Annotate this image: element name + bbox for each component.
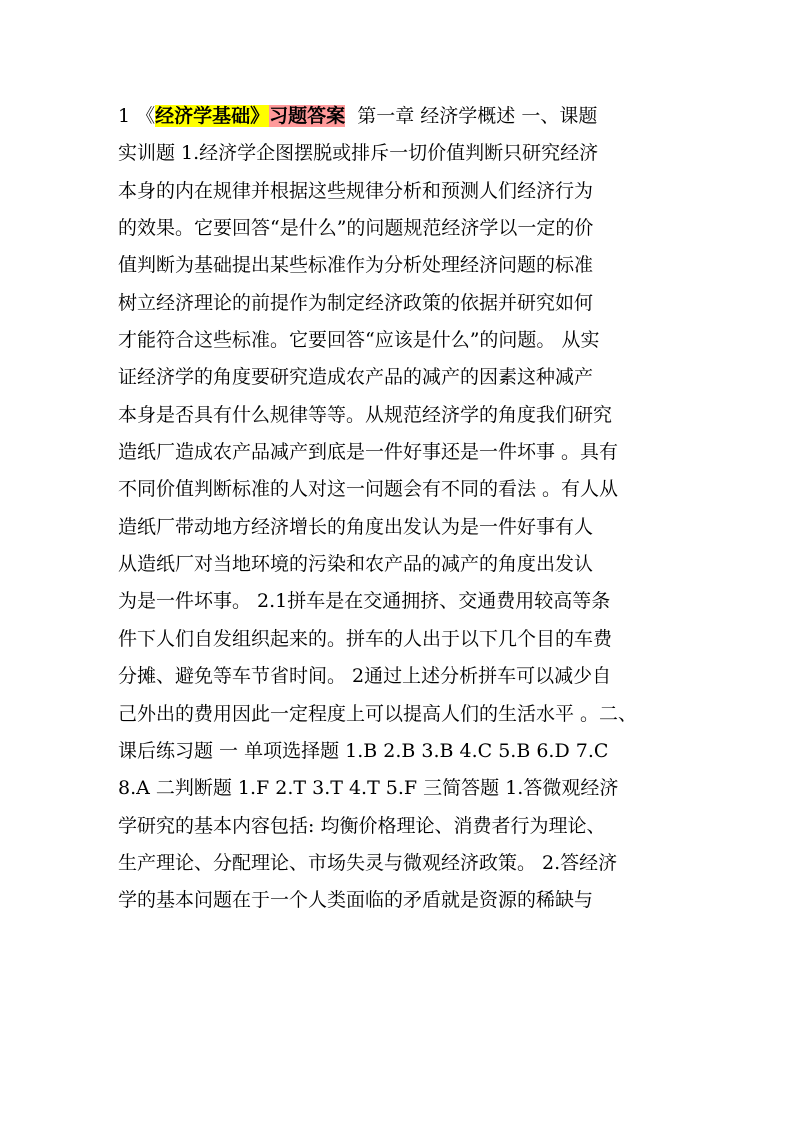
title-prefix: 1 《 <box>118 105 156 127</box>
text-line: 分摊、避免等车节省时间。 2通过上述分析拼车可以减少自 <box>118 665 612 688</box>
text-line: 己外出的费用因此一定程度上可以提高人们的生活水平 。二、 <box>118 702 638 725</box>
text-line: 本身是否具有什么规律等等。从规范经济学的角度我们研究 <box>118 403 613 426</box>
text-line: 从造纸厂对当地环境的污染和农产品的减产的角度出发认 <box>118 553 594 576</box>
text-line: 不同价值判断标准的人对这一问题会有不同的看法 。有人从 <box>118 478 619 501</box>
text-line: 8.A 二判断题 1.F 2.T 3.T 4.T 5.F 三简答题 1.答微观经济 <box>118 777 619 800</box>
text-line: 本身的内在规律并根据这些规律分析和预测人们经济行为 <box>118 179 594 202</box>
text-line: 才能符合这些标准。它要回答“应该是什么”的问题。 从实 <box>118 329 600 352</box>
text-line: 生产理论、分配理论、市场失灵与微观经济政策。 2.答经济 <box>118 851 618 874</box>
text-line: 造纸厂带动地方经济增长的角度出发认为是一件好事有人 <box>118 515 594 538</box>
text-line: 的效果。它要回答“是什么”的问题规范经济学以一定的价 <box>118 217 594 240</box>
document-body <box>118 98 678 920</box>
book-title-highlight: 经济学基础》 <box>155 105 270 127</box>
text-line: 学研究的基本内容包括: 均衡价格理论、消费者行为理论、 <box>118 814 606 837</box>
text-line: 造纸厂造成农产品减产到底是一件好事还是一件坏事 。具有 <box>118 441 619 464</box>
text-line: 树立经济理论的前提作为制定经济政策的依据并研究如何 <box>118 291 594 314</box>
text-line: 证经济学的角度要研究造成农产品的减产的因素这种减产 <box>118 366 594 389</box>
answer-key-highlight: 习题答案 <box>269 105 346 127</box>
text-line: 课后练习题 一 单项选择题 1.B 2.B 3.B 4.C 5.B 6.D 7.C <box>118 739 609 762</box>
text-line: 为是一件坏事。 2.1拼车是在交通拥挤、交通费用较高等条 <box>118 590 611 613</box>
title-rest: 第一章 经济学概述 一、课题 <box>345 105 598 127</box>
text-line: 值判断为基础提出某些标准作为分析处理经济问题的标准 <box>118 254 594 277</box>
text-line: 学的基本问题在于一个人类面临的矛盾就是资源的稀缺与 <box>118 889 594 912</box>
text-line: 实训题 1.经济学企图摆脱或排斥一切价值判断只研究经济 <box>118 142 599 165</box>
title-line <box>118 98 678 135</box>
text-line: 件下人们自发组织起来的。拼车的人出于以下几个目的车费 <box>118 627 613 650</box>
